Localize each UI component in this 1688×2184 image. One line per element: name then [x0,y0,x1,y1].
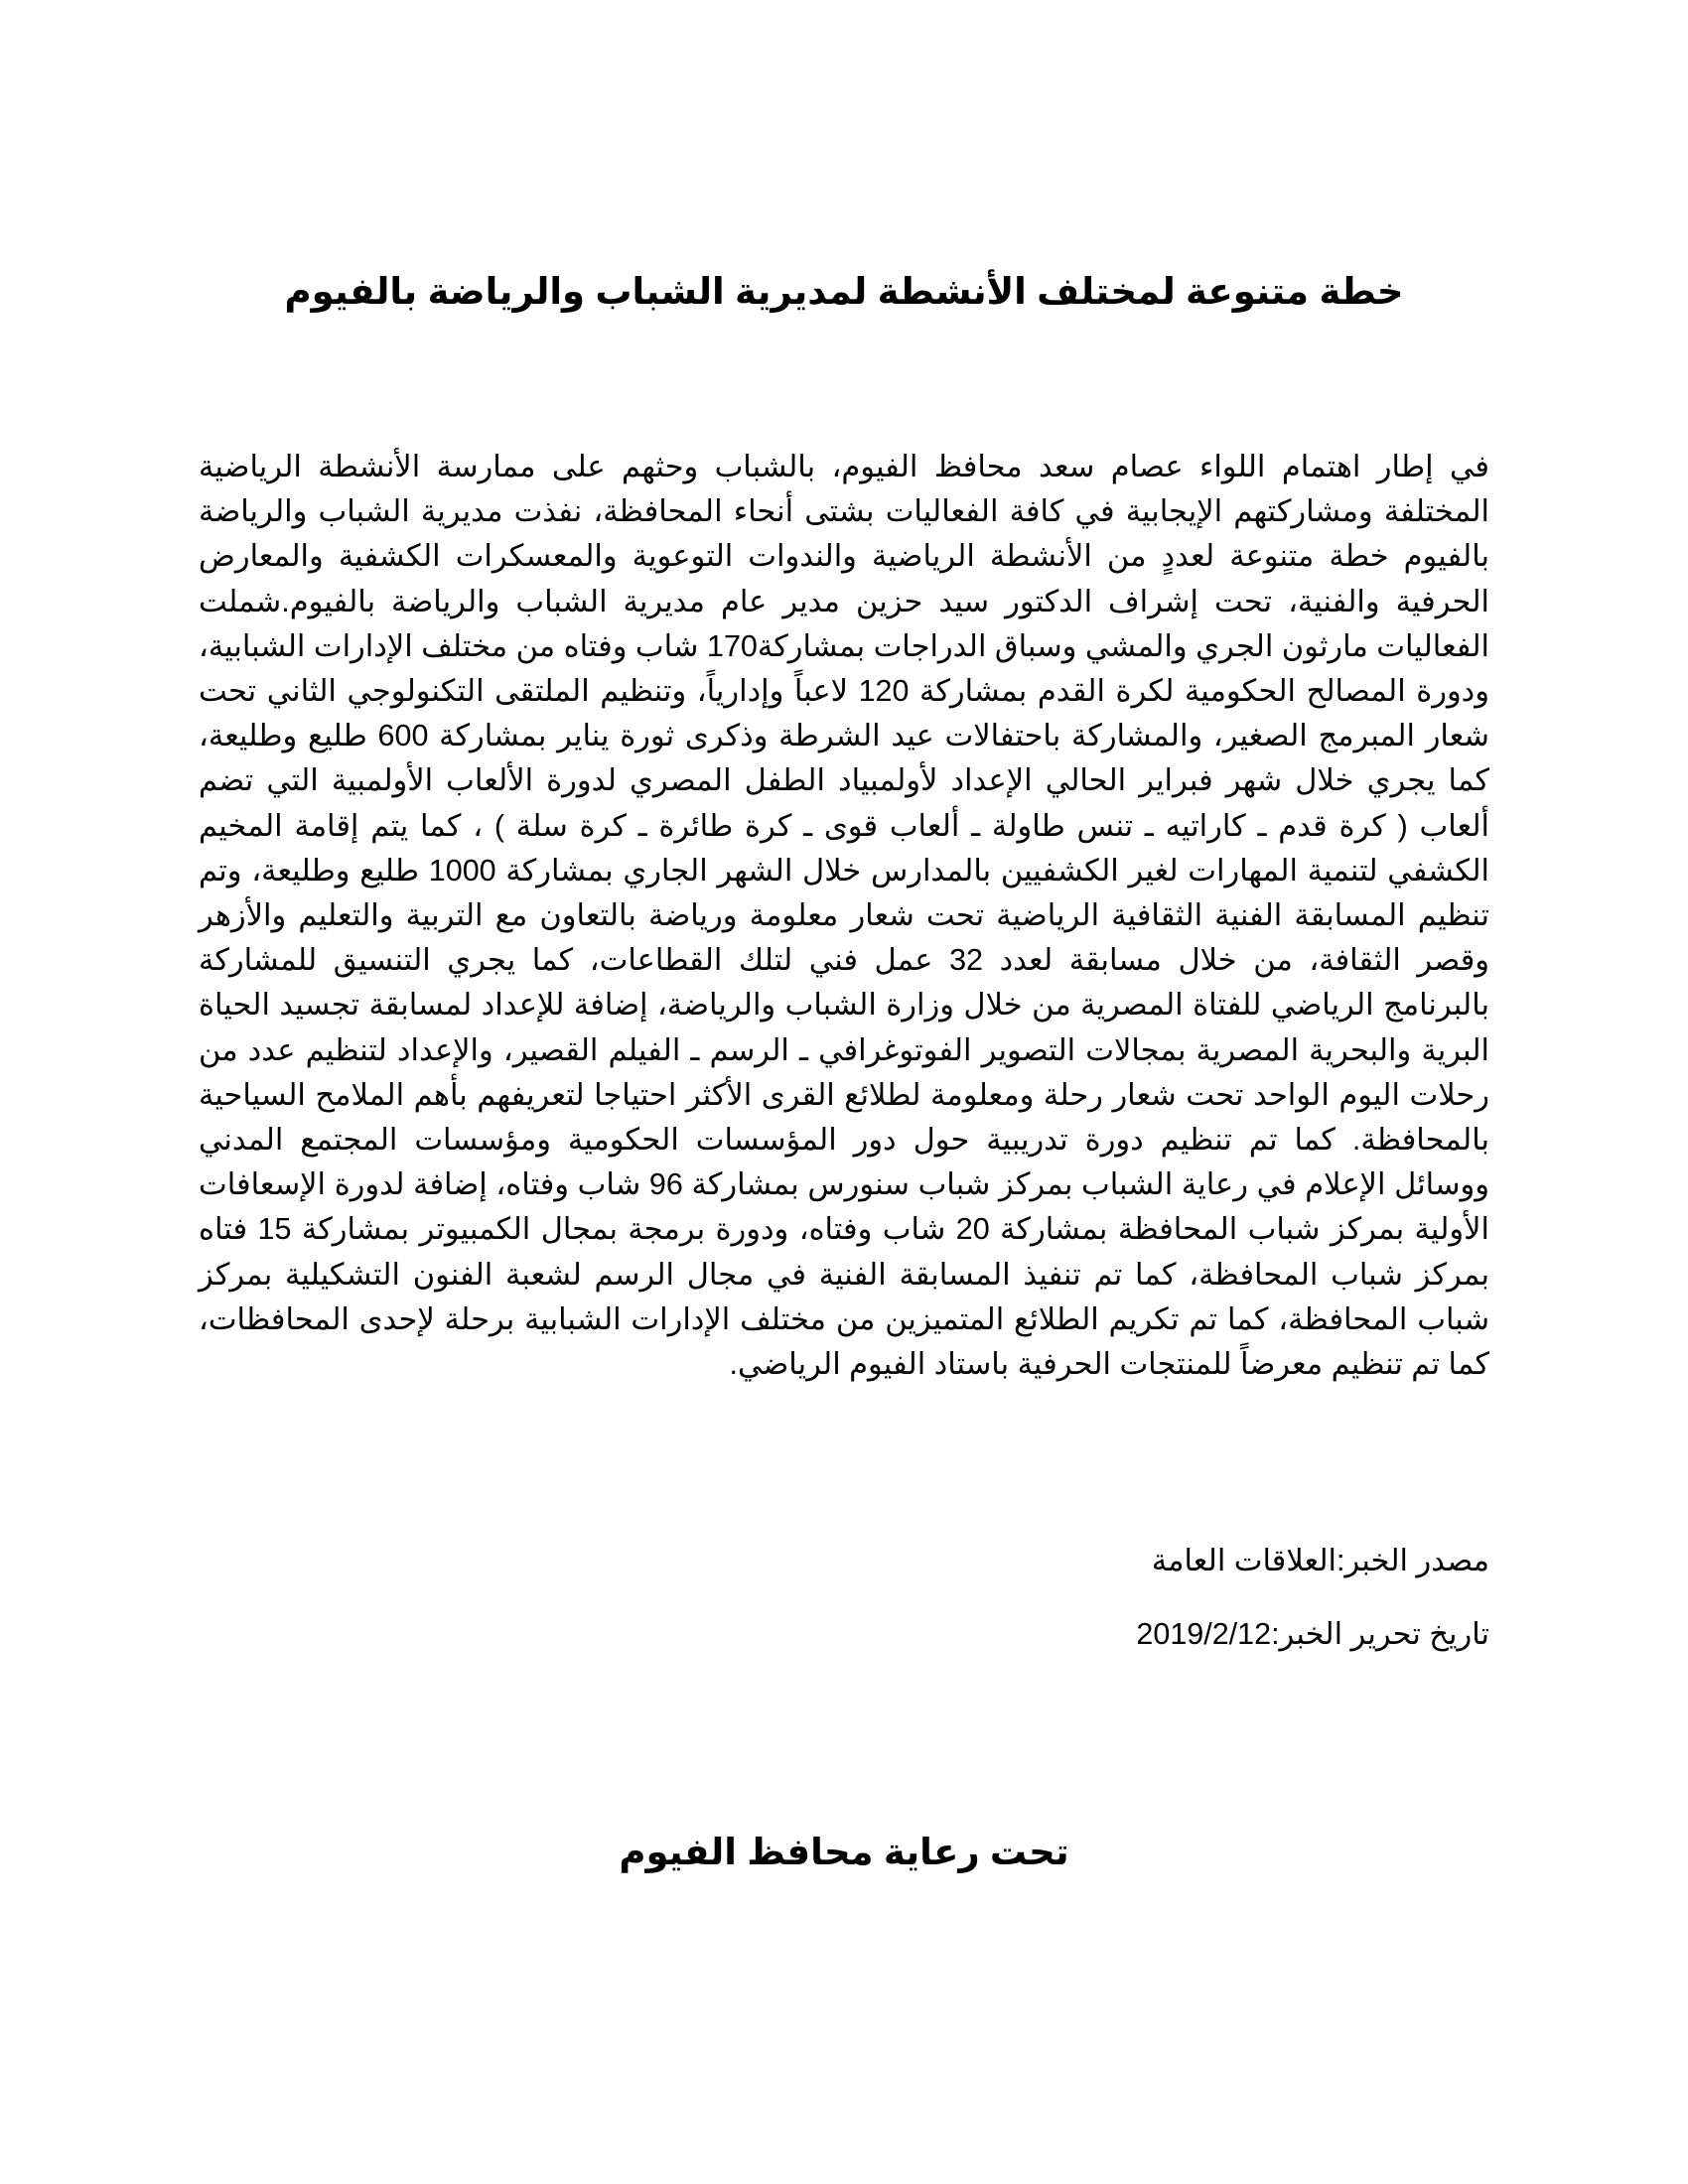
edit-date: تاريخ تحرير الخبر:2019/2/12 [1136,1617,1489,1651]
article-body: في إطار اهتمام اللواء عصام سعد محافظ الفيوم، بالشباب وحثهم على ممارسة الأنشطة الرياضية المختلفة ومشاركتهم الإيجابية في كافة الفعاليات بشتى أنحاء المحافظة، نفذت مديرية الشباب والرياضة بالفيوم خطة متنوعة لعددٍ من الأنشطة الرياضية والندوات التوعوية والمعسكرات الكشفية والمعارض الحرفية والفنية، تحت إشراف الدكتور سيد حزين مدير عام مديرية الشباب والرياضة بالفيوم.شملت الفعاليات مارثون الجري والمشي وسباق الدراجات بمشاركة170 شاب وفتاه من مختلف الإدارات الشبابية، ودورة المصالح الحكومية لكرة القدم بمشاركة 120 لاعباً وإدارياً، وتنظيم الملتقى التكنولوجي الثاني تحت شعار المبرمج الصغير، والمشاركة باحتفالات عيد الشرطة وذكرى ثورة يناير بمشاركة 600 طليع وطليعة، كما يجري خلال شهر فبراير الحالي الإعداد لأولمبياد الطفل المصري لدورة الألعاب الأولمبية التي تضم ألعاب ( كرة قدم ـ كاراتيه ـ تنس طاولة ـ ألعاب قوى ـ كرة طائرة ـ كرة سلة ) ، كما يتم إقامة المخيم الكشفي لتنمية المهارات لغير الكشفيين بالمدارس خلال الشهر الجاري بمشاركة 1000 طليع وطليعة، وتم تنظيم المسابقة الفنية الثقافية الرياضية تحت شعار معلومة ورياضة بالتعاون مع التربية والتعليم والأزهر وقصر الثقافة، من خلال مسابقة لعدد 32 عمل فني لتلك القطاعات، كما يجري التنسيق للمشاركة بالبرنامج الرياضي للفتاة المصرية من خلال وزارة الشباب والرياضة، إضافة للإعداد لمسابقة تجسيد الحياة البرية والبحرية المصرية بمجالات التصوير الفوتوغرافي ـ الرسم ـ الفيلم القصير، والإعداد لتنظيم عدد من رحلات اليوم الواحد تحت شعار رحلة ومعلومة لطلائع القرى الأكثر احتياجا لتعريفهم بأهم الملامح السياحية بالمحافظة. كما تم تنظيم دورة تدريبية حول دور المؤسسات الحكومية ومؤسسات المجتمع المدني ووسائل الإعلام في رعاية الشباب بمركز شباب سنورس بمشاركة 96 شاب وفتاه، إضافة لدورة الإسعافات الأولية بمركز شباب المحافظة بمشاركة 20 شاب وفتاه، ودورة برمجة بمجال الكمبيوتر بمشاركة 15 فتاه بمركز شباب المحافظة، كما تم تنفيذ المسابقة الفنية في مجال الرسم لشعبة الفنون التشكيلية بمركز شباب المحافظة، كما تم تكريم الطلائع المتميزين من مختلف الإدارات الشبابية برحلة لإحدى المحافظات، كما تم تنظيم معرضاً للمنتجات الحرفية باستاد الفيوم الرياضي. [199,450,1489,1382]
patronage-footer: تحت رعاية محافظ الفيوم [619,1832,1069,1872]
document-title: خطة متنوعة لمختلف الأنشطة لمديرية الشباب والرياضة بالفيوم [284,271,1404,312]
news-source: مصدر الخبر:العلاقات العامة [1151,1544,1489,1577]
